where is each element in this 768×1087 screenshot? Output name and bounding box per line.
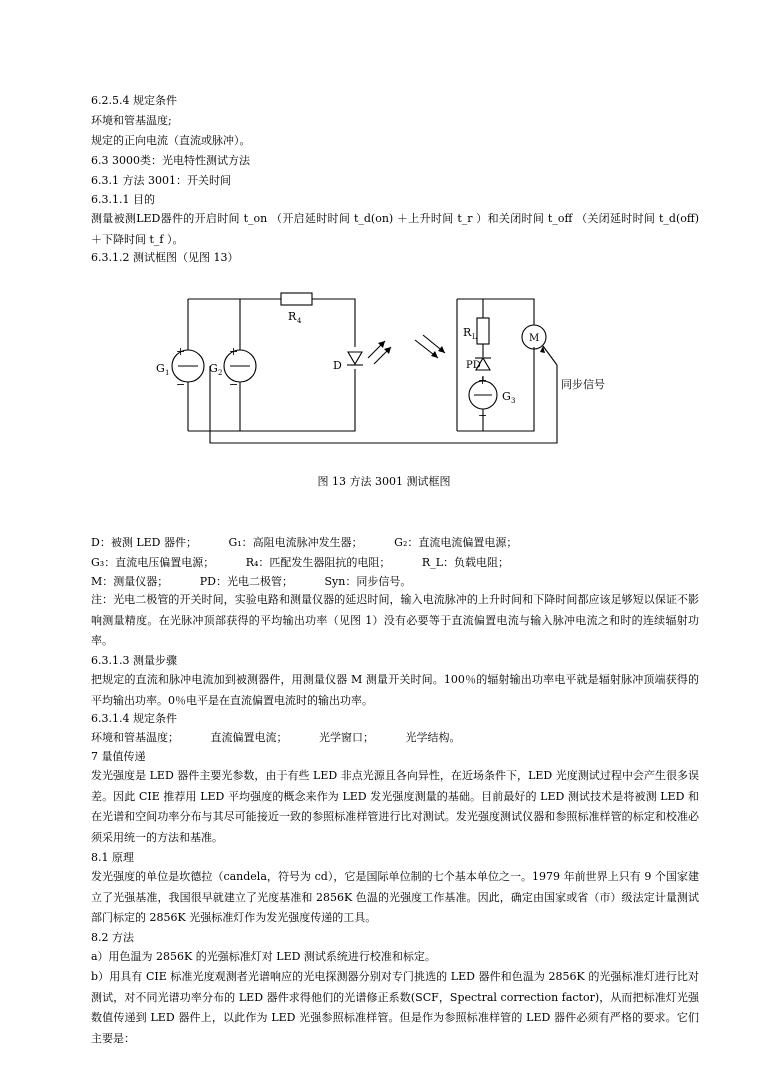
condition-item: 直流偏置电流；: [210, 731, 288, 744]
legend-row: [0, 536, 768, 550]
s81-paragraph: [69, 867, 699, 929]
steps-text: 把规定的直流和脉冲电流加到被测器件，用测量仪器 M 测量开关时间。100％的辐射输出功率电平就是辐射脉冲顶端获得的平均输出功率。0％电平是在直流偏置电流时的输出功率。: [91, 673, 699, 707]
test-circuit-diagram: [0, 0, 768, 460]
m-label: M: [529, 333, 540, 344]
conditions-row: [0, 731, 768, 745]
condition-item: 环境和管基温度；: [91, 731, 179, 744]
d-label: D: [333, 359, 342, 372]
legend-item: G₁：高阻电流脉冲发生器；: [228, 536, 363, 549]
section-heading-8-2: 8.2 方法: [91, 931, 134, 944]
g2-minus: −: [229, 378, 239, 391]
purpose-text: 测量被测LED器件的开启时间 t_on （开启延时时间 t_d(on) ＋上升时间 t_r ）和关闭时间 t_off （关闭延时时间 t_d(off) ＋下降时间 t_f ）。: [91, 212, 699, 246]
g3-subscript: 3: [511, 397, 516, 405]
condition-item: 光学结构。: [405, 731, 461, 744]
legend-item: R₄：匹配发生器阻抗的电阻；: [245, 556, 391, 569]
g1-minus: −: [176, 378, 186, 391]
legend-item: G₂：直流电流偏置电源；: [394, 536, 518, 549]
r4-subscript: 4: [297, 317, 302, 325]
figure-caption: 图 13 方法 3001 测试框图: [317, 475, 451, 488]
legend-item: G₃：直流电压偏置电源；: [91, 556, 215, 569]
s82-a-paragraph: [69, 947, 699, 968]
legend-item: D：被测 LED 器件；: [91, 536, 197, 549]
condition-line: 环境和管基温度;: [91, 114, 172, 127]
g1-subscript: 1: [165, 369, 170, 377]
legend-item: PD：光电二极管；: [199, 575, 293, 588]
section-heading-6-3: 6.3 3000类：光电特性测试方法: [91, 154, 250, 167]
legend-row: [0, 575, 768, 589]
g2-subscript: 2: [218, 369, 223, 377]
condition-item: 光学窗口；: [319, 731, 374, 744]
g2-plus: +: [229, 345, 239, 358]
g3-label: G: [502, 390, 511, 403]
legend-row: [0, 556, 768, 570]
pd-label: PD: [466, 360, 481, 371]
clause-heading-6-3-1-1: 6.3.1.1 目的: [91, 193, 155, 206]
g3-plus: +: [478, 374, 488, 387]
legend-item: M：测量仪器；: [91, 575, 169, 588]
g1-plus: +: [176, 345, 186, 358]
r4-label: R: [288, 310, 297, 323]
note-text: 注：光电二极管的开关时间，实验电路和测量仪器的延迟时间，输入电流脉冲的上升时间和下降时间都应该足够短以保证不影响测量精度。在光脉冲顶部获得的平均输出功率（见图 1）没有必要等于直流偏置电流与输入脉冲电流之和时的连续辐射功率。: [91, 593, 699, 647]
s82-b-text: b）用具有 CIE 标准光度观测者光谱响应的光电探测器分别对专门挑选的 LED 器件和色温为 2856K 的光强标准灯进行比对测试，对不同光谱功率分布的 LED 器件求得他们的光谱修正系数(SCF，Spectral correction factor)，从而把标准灯光强数值传递到 LED 器件上，以此作为 LED 光强参照标准样管。但是作为参照标准样管的 LED 器件必须有严格的要求。它们主要是：: [91, 970, 699, 1045]
g2-label: G: [209, 362, 218, 375]
section-heading-8-1: 8.1 原理: [91, 851, 134, 864]
clause-heading-6-2-5-4: 6.2.5.4 规定条件: [91, 94, 177, 107]
section-heading-7: 7 量值传递: [91, 750, 146, 763]
legend-item: R_L：负载电阻；: [421, 556, 509, 569]
rl-subscript: L: [472, 333, 477, 341]
condition-line: 规定的正向电流（直流或脉冲）。: [91, 134, 251, 147]
legend-item: Syn：同步信号。: [324, 575, 412, 588]
g3-minus: −: [478, 409, 488, 422]
clause-heading-6-3-1-4: 6.3.1.4 规定条件: [91, 712, 177, 725]
rl-label: R: [463, 326, 472, 339]
sync-label: 同步信号: [561, 378, 605, 391]
clause-heading-6-3-1: 6.3.1 方法 3001：开关时间: [91, 174, 231, 187]
section7-paragraph: [69, 766, 699, 848]
section7-text: 发光强度是 LED 器件主要光参数，由于有些 LED 非点光源且各向异性，在近场条件下，LED 光度测试过程中会产生很多误差。因此 CIE 推荐用 LED 平均强度的概念来作为 LED 发光强度测量的基础。目前最好的 LED 测试技术是将被测 LED 和在光谱和空间功率分布与其尽可能接近一致的参照标准样管进行比对测试。发光强度测试仪器和参照标准样管的标定和校准必须采用统一的方法和基准。: [91, 769, 699, 844]
note-paragraph: [69, 590, 699, 652]
s81-text: 发光强度的单位是坎德拉（candela，符号为 cd），它是国际单位制的七个基本单位之一。1979 年前世界上只有 9 个国家建立了光强基准，我国很早就建立了光度基准和 2856K 色温的光强度工作基准。因此，确定由国家或省（市）级法定计量测试部门标定的 2856K 光强标准灯作为发光强度传递的工具。: [91, 870, 699, 924]
g1-label: G: [156, 362, 165, 375]
clause-heading-6-3-1-3: 6.3.1.3 测量步骤: [91, 654, 177, 667]
s82-b-paragraph: [69, 967, 699, 1049]
steps-paragraph: [69, 670, 699, 711]
clause-heading-6-3-1-2: 6.3.1.2 测试框图（见图 13）: [91, 251, 239, 264]
s82-a-text: a）用色温为 2856K 的光强标准灯对 LED 测试系统进行校准和标定。: [91, 950, 436, 963]
